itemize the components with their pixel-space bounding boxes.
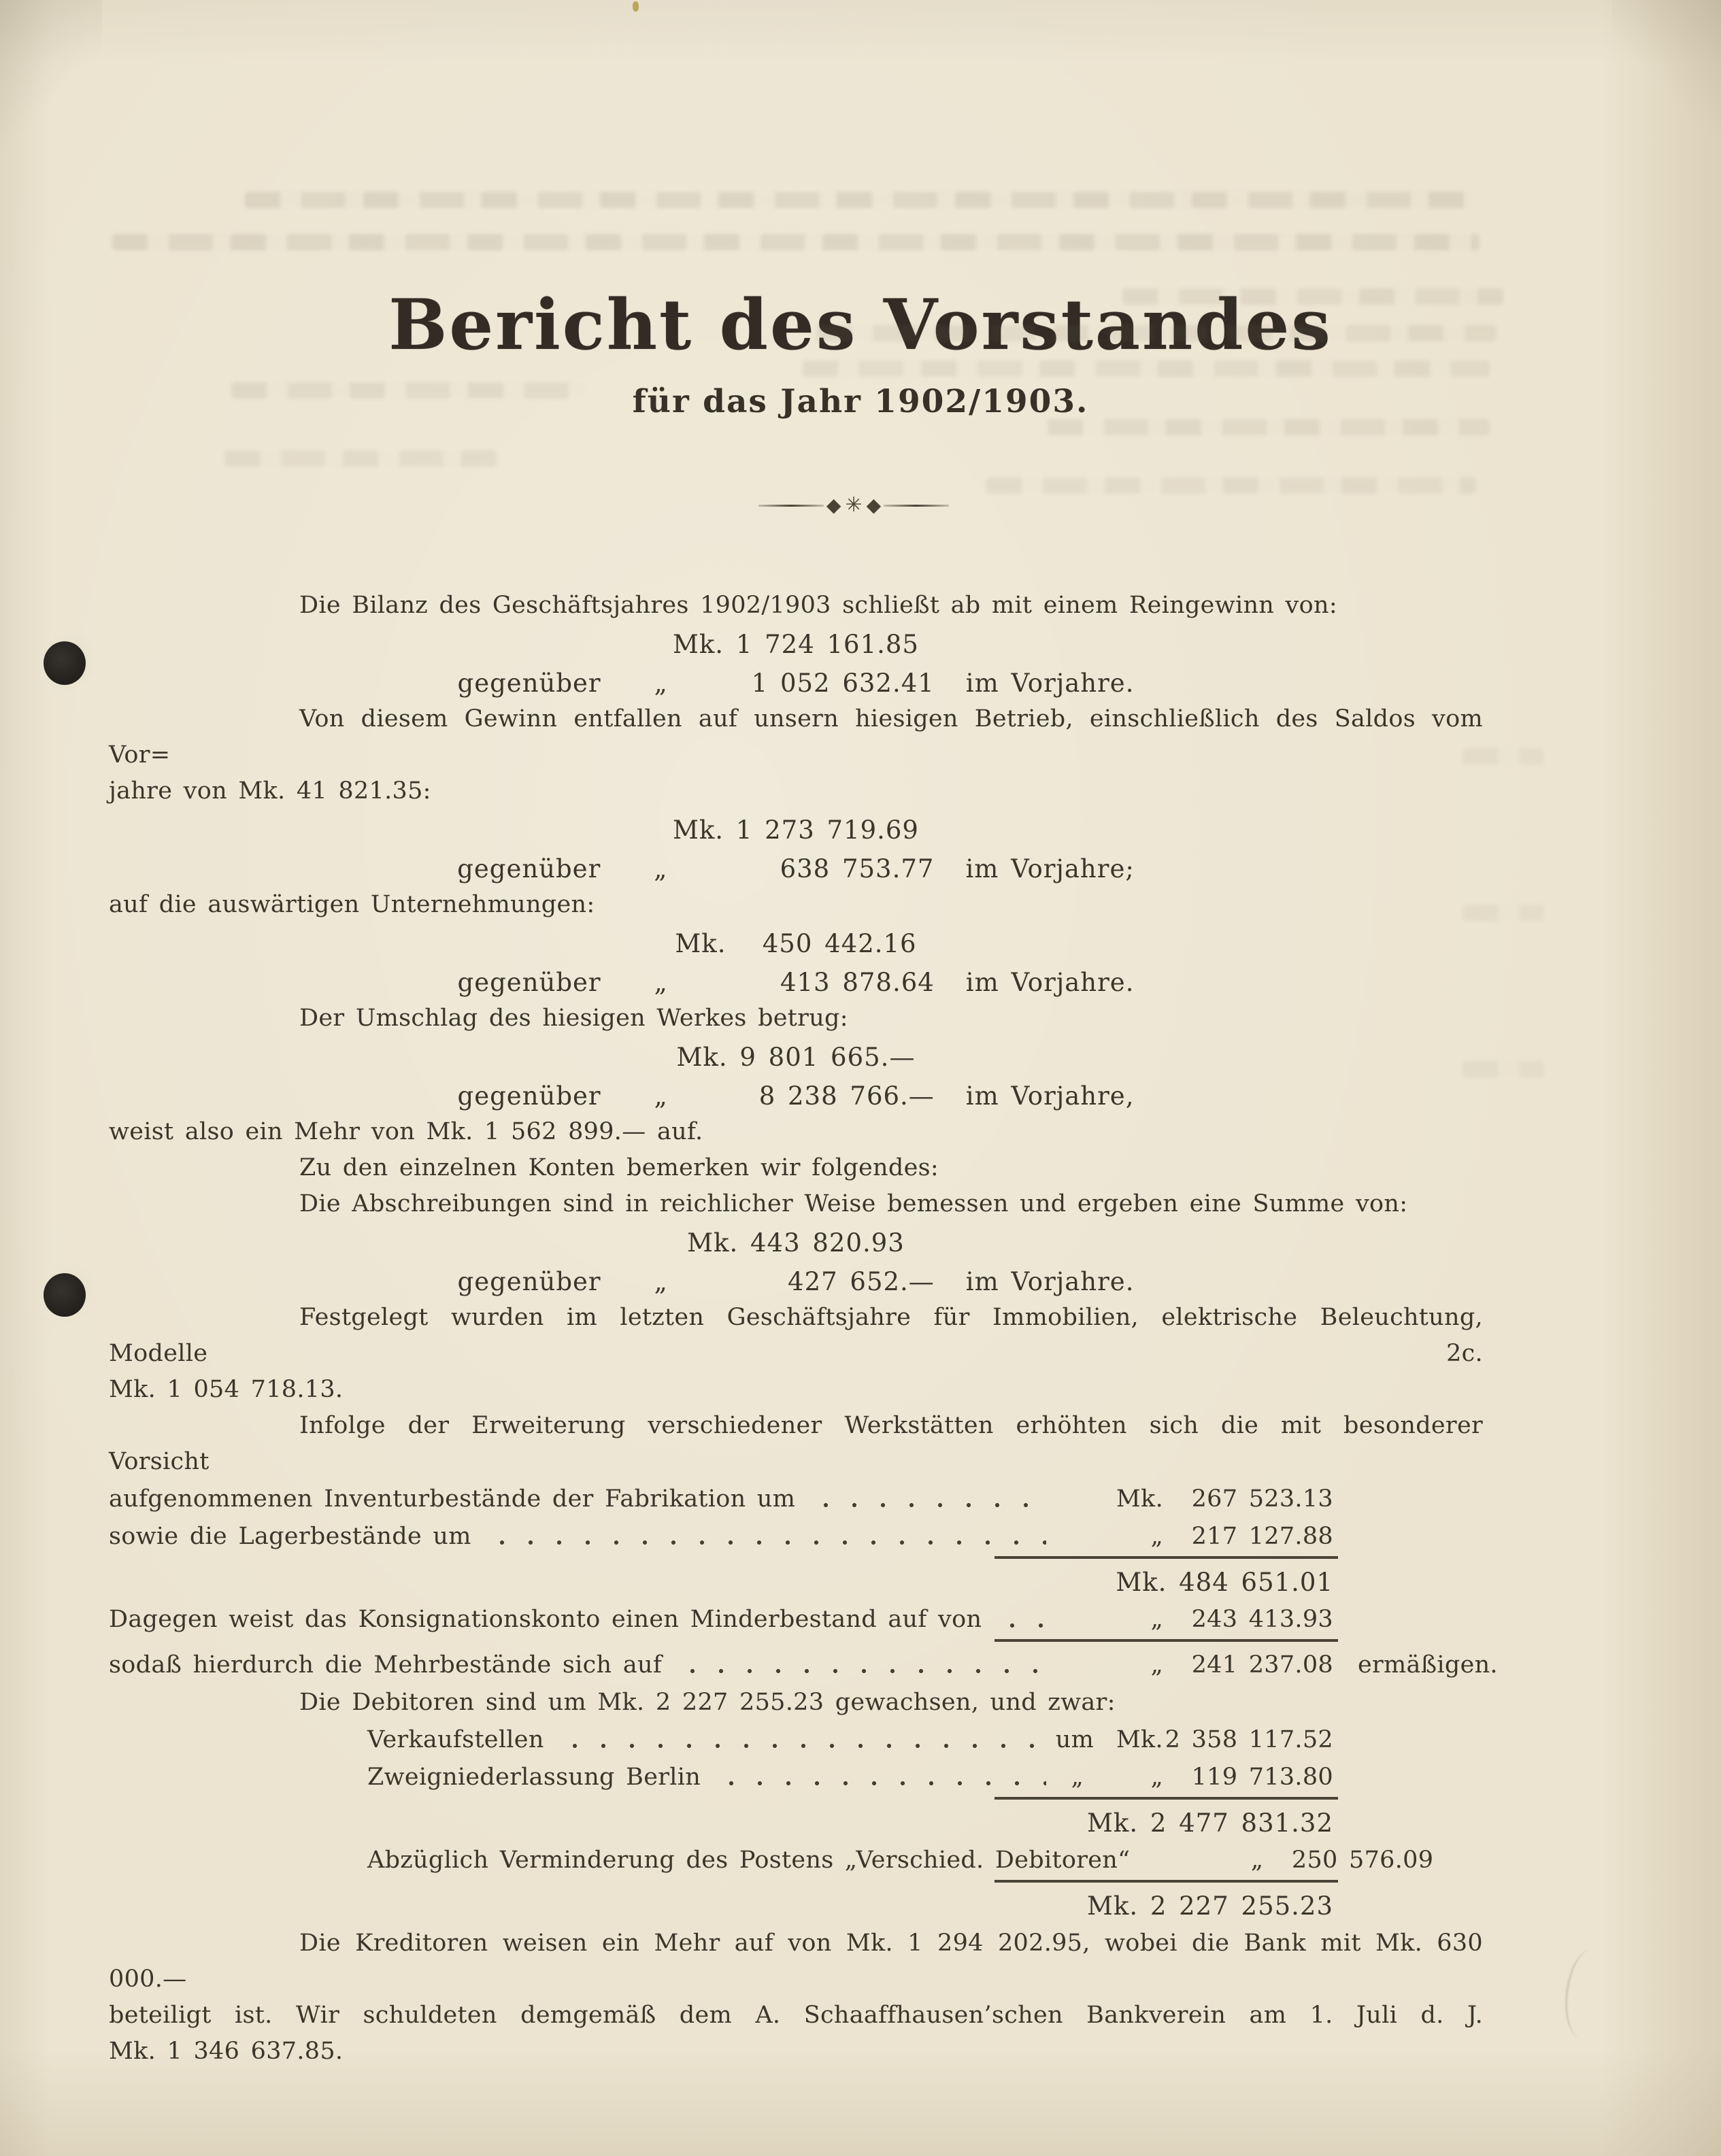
- paragraph-kreditoren-line1: Die Kreditoren weisen ein Mehr auf von Mk. 1 294 202.95, wobei die Bank mit Mk. 630 000.—: [109, 1930, 1483, 1993]
- ditto-mark: „: [654, 968, 668, 998]
- row-label: Abzüglich Verminderung des Postens „Verschied. Debitoren“: [367, 1847, 1131, 1874]
- bleedthrough-text: [231, 382, 585, 399]
- ditto-mark: „: [1150, 1606, 1163, 1634]
- ditto-mark: „: [654, 1081, 668, 1111]
- bleedthrough-text: [1463, 1061, 1544, 1077]
- ditto-mark: „: [1150, 1523, 1163, 1551]
- dot-leader: [812, 1502, 1046, 1508]
- comparison-suffix: im Vorjahre,: [965, 1081, 1135, 1111]
- comparison-amount: 8 238 766.—: [758, 1081, 935, 1111]
- row-label: sowie die Lagerbestände um: [109, 1523, 471, 1551]
- sum-rule: [995, 1556, 1338, 1559]
- comparison-label: gegenüber: [457, 669, 601, 698]
- row-label: sodaß hierdurch die Mehrbestände sich auf: [109, 1651, 663, 1679]
- ledger-row-lager: [109, 1519, 1333, 1555]
- ditto-mark: „: [654, 1267, 668, 1297]
- comparison-auswaertig: [109, 964, 1483, 1000]
- row-amount: 241 237.08: [1191, 1651, 1333, 1679]
- comparison-suffix: im Vorjahre;: [965, 854, 1135, 884]
- sum-rule: [995, 1639, 1338, 1642]
- diamond-icon: ◆: [826, 494, 841, 517]
- ledger-sum-2227255: Mk. 2 227 255.23: [1087, 1891, 1333, 1921]
- currency-mark: um Mk.: [1055, 1726, 1163, 1754]
- paper-speck: [633, 1, 639, 12]
- ditto-mark: „: [1250, 1847, 1264, 1874]
- page-corner-shadow-left: [0, 0, 102, 156]
- amount-reingewinn: Mk. 1 724 161.85: [673, 630, 919, 660]
- bleedthrough-text: [803, 360, 1490, 377]
- comparison-amount: 427 652.—: [788, 1267, 935, 1297]
- paragraph-festgelegt-line2: Mk. 1 054 718.13.: [109, 1376, 344, 1404]
- sum-rule: [995, 1797, 1338, 1800]
- dot-leader: [678, 1668, 1046, 1674]
- row-suffix: ermäßigen.: [1358, 1651, 1498, 1679]
- row-amount: 119 713.80: [1191, 1764, 1333, 1791]
- currency-mark: Mk.: [1116, 1485, 1163, 1513]
- ledger-row-verkaufstellen: [109, 1722, 1333, 1758]
- comparison-suffix: im Vorjahre.: [965, 1267, 1135, 1297]
- amount-auswaertig: Mk. 450 442.16: [675, 929, 917, 959]
- paragraph-festgelegt-line1: Festgelegt wurden im letzten Geschäftsjahre für Immobilien, elektrische Beleuchtung, Modelle 2c.: [109, 1304, 1483, 1368]
- sum-rule: [995, 1880, 1338, 1883]
- bleedthrough-text: [245, 192, 1469, 208]
- ledger-sum-484651: Mk. 484 651.01: [1116, 1568, 1333, 1598]
- ornamental-divider: [758, 495, 949, 516]
- bleedthrough-text: [986, 477, 1476, 494]
- comparison-abschreibungen: [109, 1264, 1483, 1300]
- comparison-reingewinn: [109, 665, 1483, 701]
- ledger-row-mehrbestaende: [109, 1647, 1498, 1683]
- dot-leader: [998, 1623, 1046, 1628]
- comparison-suffix: im Vorjahre.: [965, 968, 1135, 998]
- paragraph-bilanz: Die Bilanz des Geschäftsjahres 1902/1903 schließt ab mit einem Reingewinn von:: [299, 592, 1337, 620]
- row-label: aufgenommenen Inventurbestände der Fabrikation um: [109, 1485, 796, 1513]
- paragraph-umschlag: Der Umschlag des hiesigen Werkes betrug:: [299, 1005, 848, 1032]
- report-body: [109, 588, 1498, 2070]
- dot-leader: [561, 1743, 1041, 1749]
- paragraph-abschreibungen: Die Abschreibungen sind in reichlicher Weise bemessen und ergeben eine Summe von:: [299, 1190, 1408, 1218]
- comparison-label: gegenüber: [457, 1267, 601, 1297]
- comparison-label: gegenüber: [457, 968, 601, 998]
- paragraph-auswaertig: auf die auswärtigen Unternehmungen:: [109, 891, 595, 919]
- diamond-icon: ◆: [866, 494, 882, 517]
- row-amount: 243 413.93: [1191, 1606, 1333, 1634]
- paragraph-konten: Zu den einzelnen Konten bemerken wir folgendes:: [299, 1154, 939, 1182]
- ledger-row-inventur: [109, 1481, 1333, 1517]
- paragraph-kreditoren-line3: Mk. 1 346 637.85.: [109, 2038, 344, 2066]
- dot-leader: [717, 1781, 1046, 1786]
- paragraph-gewinn-line1: Von diesem Gewinn entfallen auf unsern hiesigen Betrieb, einschließlich des Saldos vom Vor=: [109, 705, 1483, 769]
- paragraph-mehr: weist also ein Mehr von Mk. 1 562 899.— auf.: [109, 1118, 703, 1146]
- paragraph-infolge: Infolge der Erweiterung verschiedener Werkstätten erhöhten sich die mit besonderer Vorsicht: [109, 1412, 1483, 1476]
- bleedthrough-text: [1463, 905, 1544, 921]
- bleedthrough-text: [1048, 419, 1490, 435]
- comparison-hiesiger-betrieb: [109, 851, 1483, 887]
- comparison-suffix: im Vorjahre.: [965, 669, 1135, 698]
- star-icon: ✳: [845, 493, 863, 518]
- bleedthrough-text: [224, 450, 497, 467]
- paragraph-kreditoren-line2: beteiligt ist. Wir schuldeten demgemäß dem A. Schaaffhausen’schen Bankverein am 1. Juli d. J.: [109, 2002, 1483, 2029]
- row-amount: 217 127.88: [1191, 1523, 1333, 1551]
- page-subtitle: für das Jahr 1902/1903.: [632, 383, 1089, 421]
- ditto-mark: „: [654, 854, 668, 884]
- amount-hiesiger-betrieb: Mk. 1 273 719.69: [673, 815, 919, 845]
- divider-line-left: [758, 505, 824, 507]
- row-label: Verkaufstellen: [367, 1726, 544, 1754]
- row-amount: 2 358 117.52: [1165, 1726, 1333, 1754]
- ledger-row-zweigniederlassung: [109, 1759, 1333, 1796]
- page-title: Bericht des Vorstandes: [388, 284, 1333, 366]
- comparison-label: gegenüber: [457, 1081, 601, 1111]
- ditto-mark: „ „: [1071, 1764, 1163, 1791]
- bleedthrough-text: [816, 325, 1497, 341]
- row-label: Dagegen weist das Konsignationskonto einen Minderbestand auf von: [109, 1606, 982, 1634]
- dot-leader: [488, 1540, 1046, 1545]
- comparison-umschlag: [109, 1078, 1483, 1114]
- bleedthrough-text: [112, 234, 1480, 250]
- paragraph-debitoren: Die Debitoren sind um Mk. 2 227 255.23 gewachsen, und zwar:: [299, 1689, 1116, 1717]
- bleedthrough-text: [1122, 288, 1503, 305]
- ledger-sum-2477831: Mk. 2 477 831.32: [1087, 1808, 1333, 1838]
- ledger-row-konsignation: [109, 1602, 1333, 1638]
- paragraph-gewinn-line2: jahre von Mk. 41 821.35:: [109, 777, 431, 805]
- ditto-mark: „: [654, 669, 668, 698]
- amount-abschreibungen: Mk. 443 820.93: [687, 1228, 905, 1258]
- comparison-amount: 638 753.77: [780, 854, 935, 884]
- paper-scratch: [1560, 1947, 1614, 2042]
- bleedthrough-text: [1463, 748, 1544, 764]
- comparison-amount: 413 878.64: [780, 968, 935, 998]
- row-label: Zweigniederlassung Berlin: [367, 1764, 701, 1791]
- row-amount: 250 576.09: [1291, 1847, 1434, 1874]
- page-corner-shadow-right: [1612, 0, 1721, 136]
- ledger-row-abzueglich: [109, 1842, 1434, 1879]
- divider-line-right: [884, 505, 949, 507]
- row-amount: 267 523.13: [1191, 1485, 1333, 1513]
- ditto-mark: „: [1150, 1651, 1163, 1679]
- comparison-amount: 1 052 632.41: [751, 669, 935, 698]
- punch-hole-bottom: [44, 1273, 86, 1317]
- punch-hole-top: [44, 641, 86, 685]
- amount-umschlag: Mk. 9 801 665.—: [676, 1043, 916, 1073]
- comparison-label: gegenüber: [457, 854, 601, 884]
